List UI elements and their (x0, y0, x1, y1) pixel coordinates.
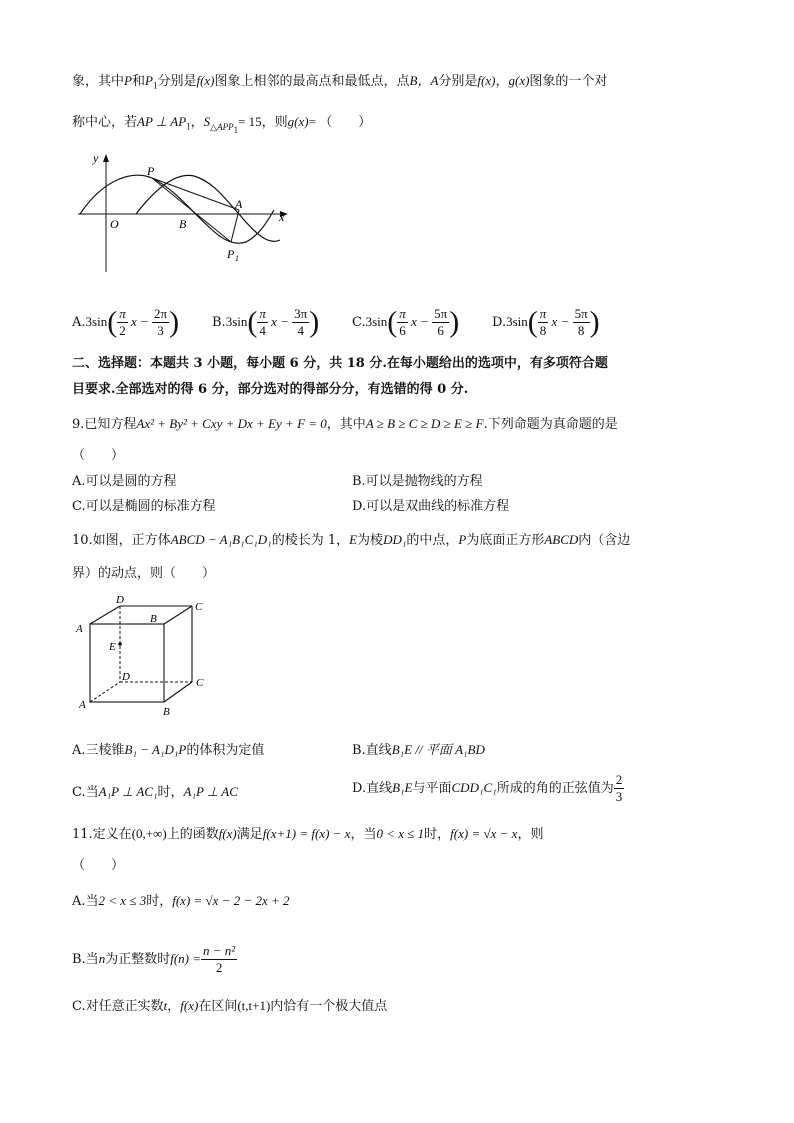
option-coef: 3sin (365, 314, 388, 329)
q10-cube-figure (74, 592, 214, 718)
option-text: 为正整数时 (105, 952, 171, 967)
q11-text: ，则 (517, 827, 544, 842)
q8-sine-graph (76, 148, 292, 276)
q8-area-symbol: S (203, 114, 211, 129)
edge-b1c1 (164, 606, 192, 624)
q8-text: 分别是 (157, 74, 197, 89)
q8-text: 图象上相邻的最高点和最低点，点 (214, 74, 410, 89)
label-y: y (93, 151, 99, 165)
q10-option-b[interactable] (352, 740, 485, 761)
curve-g (136, 175, 280, 241)
q11-domain: (0,+∞) (131, 826, 167, 841)
q11-option-c[interactable] (72, 996, 387, 1017)
label-a1: A (76, 623, 83, 635)
q11-option-a[interactable] (72, 891, 290, 912)
q8-option-a[interactable]: A.3sin( $\frac{\pi}{2}$ x − $\frac{2\pi}{3}$ ) (72, 305, 180, 339)
q9-equation: Ax² + By² + Cxy + Dx + Ey + F = 0 (136, 416, 327, 431)
q8-text: 和 (131, 74, 145, 89)
q8-stem-line1: 象，其中P和$P_1$分别是f(x)图象上相邻的最高点和最低点，点B，A分别是f(x)，g(x)图象的一个对 (72, 73, 608, 91)
q10-option-d[interactable] (352, 772, 624, 805)
q8-gx: g(x) (287, 114, 309, 129)
option-math: f(x) = √x − 2 − 2x + 2 (172, 893, 290, 908)
q9-option-b[interactable]: B.可以是抛物线的方程 (352, 474, 483, 489)
frac-den: 6 (437, 323, 444, 338)
option-coef: 3sin (85, 314, 108, 329)
option-text: C.当 (72, 785, 99, 800)
q11-text: ，当 (350, 827, 377, 842)
q9-text: .下列命题为真命题的是 (483, 417, 618, 432)
option-math: n (98, 951, 106, 966)
frac-num: n − n² (203, 943, 236, 958)
q8-text: 称中心，若 (72, 115, 138, 130)
option-text: A.三棱锥 (72, 743, 125, 758)
q11-stem (72, 824, 543, 845)
frac-num: 5π (434, 306, 448, 321)
q8-point-p: P (124, 73, 132, 88)
q10-base: ABCD (544, 532, 579, 547)
q9-text: 9.已知方程 (72, 417, 137, 432)
frac-num: π (259, 306, 266, 321)
option-math: t (163, 998, 168, 1013)
frac-den: 2 (215, 960, 223, 975)
q8-area-eq: = 15，则 (238, 114, 288, 129)
frac-den: 6 (399, 323, 406, 338)
q11-text: 11.定义在 (72, 827, 132, 842)
label-c: C (196, 677, 204, 689)
q8-fx: f(x) (477, 73, 496, 88)
label-b1: B (150, 613, 157, 625)
label-e: E (109, 641, 116, 653)
frac-den: 8 (539, 323, 547, 338)
option-text: 内恰有一个极大值点 (270, 999, 388, 1014)
frac-num: π (539, 306, 547, 321)
curve-f (80, 175, 274, 243)
q11-text: 时， (424, 827, 451, 842)
q10-text: 的中点， (406, 533, 459, 548)
label-b: B (163, 706, 170, 718)
q10-stem-line2: 界）的动点，则（ ） (72, 566, 216, 581)
q8-text: 分别是 (438, 74, 478, 89)
q10-text: 内（含边 (578, 533, 631, 548)
label-b: B (179, 217, 187, 231)
q8-option-d[interactable]: D.3sin( $\frac{\pi}{8}$ x − $\frac{5\pi}{8}$ ) (492, 305, 600, 339)
frac-den: 4 (297, 323, 304, 338)
point-e-dot (118, 642, 122, 646)
label-origin: O (110, 217, 119, 231)
option-math: A₁P ⊥ AC₁ (98, 784, 158, 799)
option-text: B.直线 (352, 743, 392, 758)
q11-option-b[interactable] (72, 943, 237, 976)
q11-text: 上的函数 (166, 827, 219, 842)
q9-option-d[interactable]: D.可以是双曲线的标准方程 (352, 499, 510, 514)
q10-point-e: E (349, 532, 358, 547)
frac-num: 5π (574, 306, 588, 321)
label-c1: C (195, 601, 203, 613)
edge-ad-hidden (90, 682, 120, 702)
label-a: A (79, 699, 86, 711)
label-p1-subscript: 1 (235, 254, 239, 263)
option-key: B. (212, 315, 226, 330)
option-text: 与平面 (412, 781, 452, 796)
frac-den: 3 (615, 789, 623, 804)
q9-option-a[interactable]: A.可以是圆的方程 (72, 474, 177, 489)
q8-point-p1: P (144, 73, 153, 88)
q9-condition: A ≥ B ≥ C ≥ D ≥ E ≥ F (365, 416, 484, 431)
q8-option-c[interactable]: C.3sin( $\frac{\pi}{6}$ x − $\frac{5\pi}{6}$ ) (352, 305, 460, 339)
option-text: 的体积为定值 (186, 743, 265, 758)
segment-ap1 (231, 210, 239, 242)
q9-option-c[interactable]: C.可以是椭圆的标准方程 (72, 499, 216, 514)
frac-num: π (399, 306, 406, 321)
q8-gx: g(x) (508, 73, 530, 88)
q9-answer-paren: （ ） (72, 448, 125, 463)
label-d: D (122, 671, 130, 683)
q8-fx: f(x) (196, 73, 215, 88)
q10-stem-line1 (72, 530, 630, 551)
q9-text: ，其中 (326, 417, 366, 432)
q8-perp-condition: AP ⊥ AP (137, 114, 187, 129)
edge-a1d1 (90, 606, 120, 624)
section-heading-line1: 二、选择题：本题共 3 小题，每小题 6 分，共 18 分.在每小题给出的选项中，有多项符合题 (72, 356, 608, 371)
frac-num: π (119, 306, 126, 321)
q10-option-c[interactable] (72, 782, 238, 803)
option-key: C. (352, 315, 366, 330)
option-key: D. (492, 315, 507, 330)
section-heading-line2: 目要求.全部选对的得 6 分，部分选对的得部分分，有选错的得 0 分. (72, 382, 469, 397)
q10-text: 10.如图，正方体 (72, 533, 171, 548)
q9-stem (72, 414, 618, 435)
option-coef: 3sin (225, 314, 248, 329)
q10-cube-name: ABCD − A₁B₁C₁D₁ (170, 532, 272, 547)
q10-edge-dd1: DD₁ (383, 532, 407, 547)
option-text: ， (167, 999, 181, 1014)
option-text: D.直线 (352, 781, 393, 796)
q10-text: 为棱 (357, 533, 384, 548)
frac-den: 2 (119, 323, 126, 338)
option-text: 时， (146, 894, 173, 909)
edge-bc (164, 682, 192, 702)
label-d1: D (116, 594, 124, 606)
option-math: f(x) (180, 998, 199, 1013)
label-a: A (235, 197, 243, 211)
q11-relation: f(x+1) = f(x) − x (262, 826, 351, 841)
option-coef: 3sin (506, 314, 528, 329)
frac-num: 2π (154, 306, 168, 321)
segment-pp1 (152, 178, 231, 242)
q11-fx: f(x) (218, 826, 237, 841)
option-math: 2 < x ≤ 3 (98, 893, 147, 908)
segment-pa (152, 178, 239, 210)
option-math: B₁ − A₁D₁P (124, 742, 187, 757)
q8-stem-line2: 称中心，若AP ⊥ $AP_1$，$S_{\triangle APP_1}= 15$，则g(x)= （ ） (72, 114, 372, 135)
option-text: A.当 (72, 894, 99, 909)
option-math: f(n) = (170, 951, 201, 966)
q10-point-p: P (458, 532, 467, 547)
option-math: A₁P ⊥ AC (183, 784, 238, 799)
option-text: C.对任意正实数 (72, 999, 164, 1014)
option-key: A. (72, 315, 86, 330)
q10-text: 为底面正方形 (466, 533, 545, 548)
q8-points-ba: B，A (409, 73, 439, 88)
option-text: B.当 (72, 952, 99, 967)
q8-option-b[interactable]: B.3sin( $\frac{\pi}{4}$ x − $\frac{3\pi}{4}$ ) (212, 305, 320, 339)
label-p1: P (227, 247, 235, 261)
q10-text: 的棱长为 1， (271, 533, 350, 548)
q8-text: 图象的一个对 (529, 74, 608, 89)
q11-answer-paren: （ ） (72, 858, 125, 873)
frac-num: 3π (294, 306, 308, 321)
option-math: (t,t+1) (237, 998, 271, 1013)
frac-den: 3 (157, 323, 164, 338)
q8-answer-paren: = （ ） (308, 114, 372, 129)
q11-condition: 0 < x ≤ 1 (376, 826, 425, 841)
q11-text: 满足 (236, 827, 263, 842)
front-face (90, 624, 164, 702)
y-axis-arrow-icon (103, 154, 109, 162)
frac-num: 2 (615, 772, 623, 787)
option-text: 在区间 (198, 999, 238, 1014)
q10-option-a[interactable] (72, 740, 264, 761)
option-math: B₁E (392, 780, 413, 795)
option-text: 所成的角的正弦值为 (496, 781, 614, 796)
frac-den: 8 (577, 323, 585, 338)
option-math: B₁E // 平面 A₁BD (391, 742, 485, 757)
label-p: P (147, 164, 155, 178)
label-x: x (279, 210, 285, 224)
option-text: 时， (157, 785, 184, 800)
q8-text: 象，其中 (72, 74, 125, 89)
option-math: CDD₁C₁ (451, 780, 497, 795)
q11-definition: f(x) = √x − x (450, 826, 518, 841)
frac-den: 4 (259, 323, 266, 338)
